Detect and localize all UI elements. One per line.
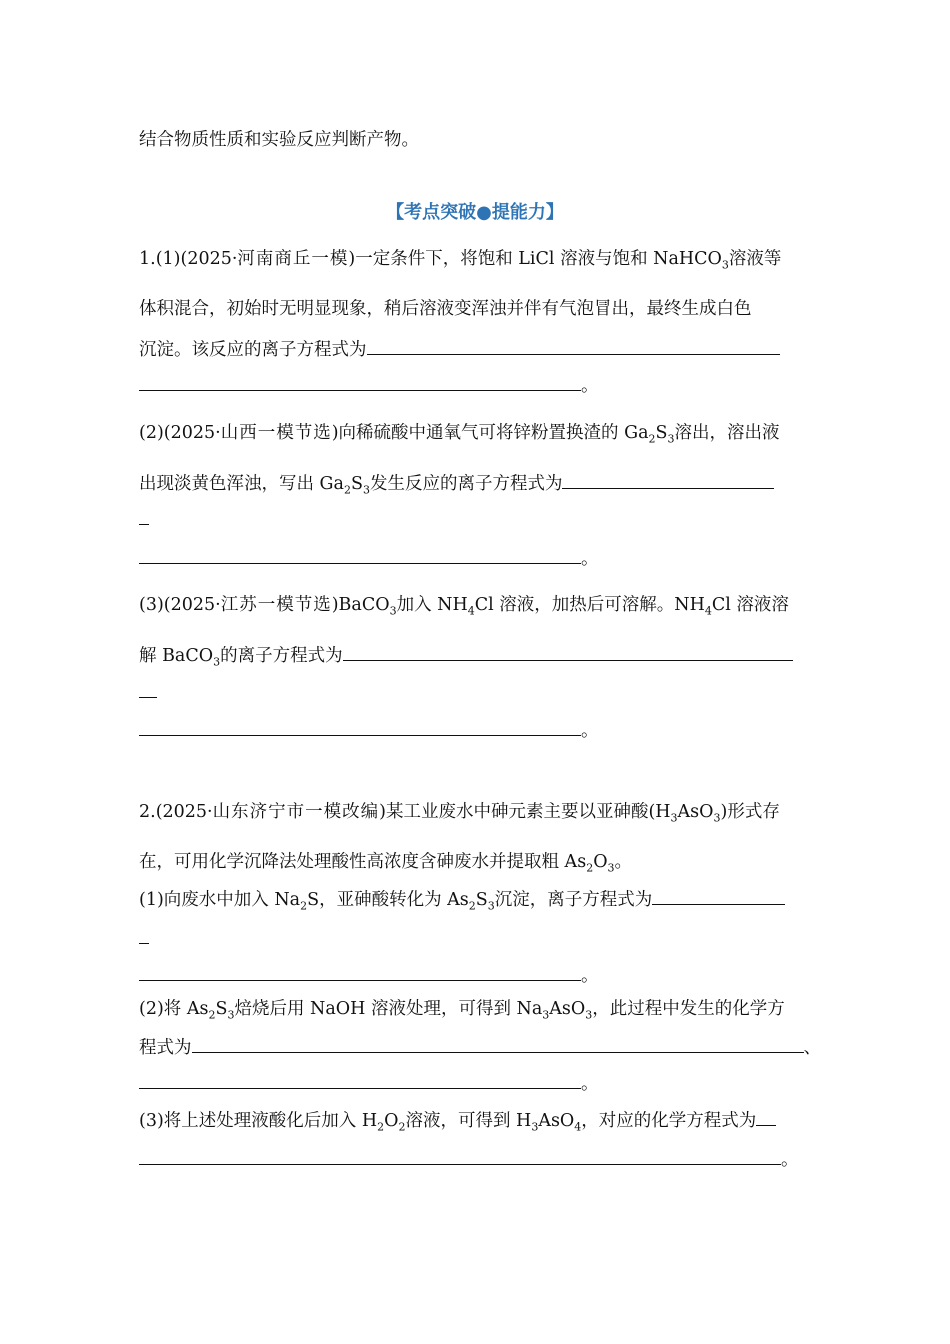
q1-part3-line2: 解 BaCO$_3$的离子方程式为 — [139, 642, 811, 668]
q1-part3-line4: 。 — [139, 717, 811, 743]
q2-part3-line2: 。 — [139, 1146, 820, 1172]
q2-part3-answer-blank-a[interactable] — [756, 1107, 776, 1126]
q1-part3-source: 江苏一模节选 — [220, 595, 332, 615]
q2-stem-line2: 在，可用化学沉降法处理酸性高浓度含砷废水并提取粗 $As_2O_3$。 — [139, 852, 633, 874]
q1-part2-line4: 。 — [139, 545, 811, 571]
q1-part2-answer-blank-c[interactable] — [139, 545, 581, 564]
q1-part3-line1: (3)(2025·江苏一模节选)BaCO$_3$加入 $NH_4Cl$ 溶液，加热后可溶解。$NH_4Cl$ 溶液溶 — [139, 595, 789, 617]
q1-part1-line2: 体积混合，初始时无明显现象，稍后溶液变浑浊并伴有气泡冒出，最终生成白色 — [139, 299, 752, 319]
q1-part1-line4: 。 — [139, 372, 811, 398]
q1-part2-line2: 出现淡黄色浑浊，写出 $Ga_2S_3$发生反应的离子方程式为 — [139, 470, 811, 496]
q1-part2-answer-blank-b[interactable] — [139, 506, 149, 525]
q1-part1-answer-blank-a[interactable] — [367, 336, 780, 355]
q2-part3-line1: (3)将上述处理液酸化后加入 $H_2O_2$溶液，可得到 $H_3AsO_4$，对应的化学方程式为 — [139, 1107, 811, 1133]
q1-part3-answer-blank-c[interactable] — [139, 717, 581, 736]
q2-part2-answer-blank-b[interactable] — [139, 1070, 581, 1089]
q1-part3-answer-blank-a[interactable] — [343, 642, 793, 661]
q2-stem-source: 山东济宁市一模改编 — [212, 802, 380, 822]
q2-part2-line3: 。 — [139, 1070, 811, 1096]
q1-part3-line3 — [139, 679, 811, 705]
q2-part2-line2: 程式为 、 — [139, 1034, 840, 1060]
q2-part3-answer-blank-b[interactable] — [139, 1146, 781, 1165]
q2-part2-line1: (2)将 $As_2S_3$焙烧后用 NaOH 溶液处理，可得到 $Na_3AsO_3$，此过程中发生的化学方 — [139, 999, 785, 1021]
q2-part1-answer-blank-a[interactable] — [652, 886, 785, 905]
q1-part1-answer-blank-b[interactable] — [139, 372, 581, 391]
q1-part1-line1: 1.(1)(2025·河南商丘一模)一定条件下，将饱和 LiCl 溶液与饱和 NaHCO$_3$溶液等 — [139, 249, 782, 271]
q2-stem-line1: 2.(2025·山东济宁市一模改编)某工业废水中砷元素主要以亚砷酸$(H_3AsO_3)$形式存 — [139, 802, 780, 824]
q1-part3-answer-blank-b[interactable] — [139, 679, 157, 698]
q1-part2-source: 山西一模节选 — [220, 423, 332, 443]
q1-part1-source: 河南商丘一模 — [237, 249, 349, 269]
section-heading: 【考点突破●提能力】 — [386, 202, 564, 223]
q1-part1-line3: 沉淀。该反应的离子方程式为 — [139, 336, 811, 362]
q1-part2-answer-blank-a[interactable] — [562, 470, 774, 489]
intro-text: 结合物质性质和实验反应判断产物。 — [139, 130, 419, 150]
q1-part2-line3 — [139, 506, 811, 532]
q2-part1-answer-blank-b[interactable] — [139, 925, 149, 944]
q1-part2-line1: (2)(2025·山西一模节选)向稀硫酸中通氧气可将锌粉置换渣的 $Ga_2S_3$溶出，溶出液 — [139, 423, 780, 445]
q2-part1-line2 — [139, 925, 811, 951]
q2-part2-answer-blank-a[interactable] — [192, 1034, 804, 1053]
q2-part1-line1: (1)向废水中加入 $Na_2S$，亚砷酸转化为 $As_2S_3$沉淀，离子方程式为 — [139, 886, 811, 912]
q2-part1-answer-blank-c[interactable] — [139, 962, 581, 981]
q2-part1-line3: 。 — [139, 962, 811, 988]
